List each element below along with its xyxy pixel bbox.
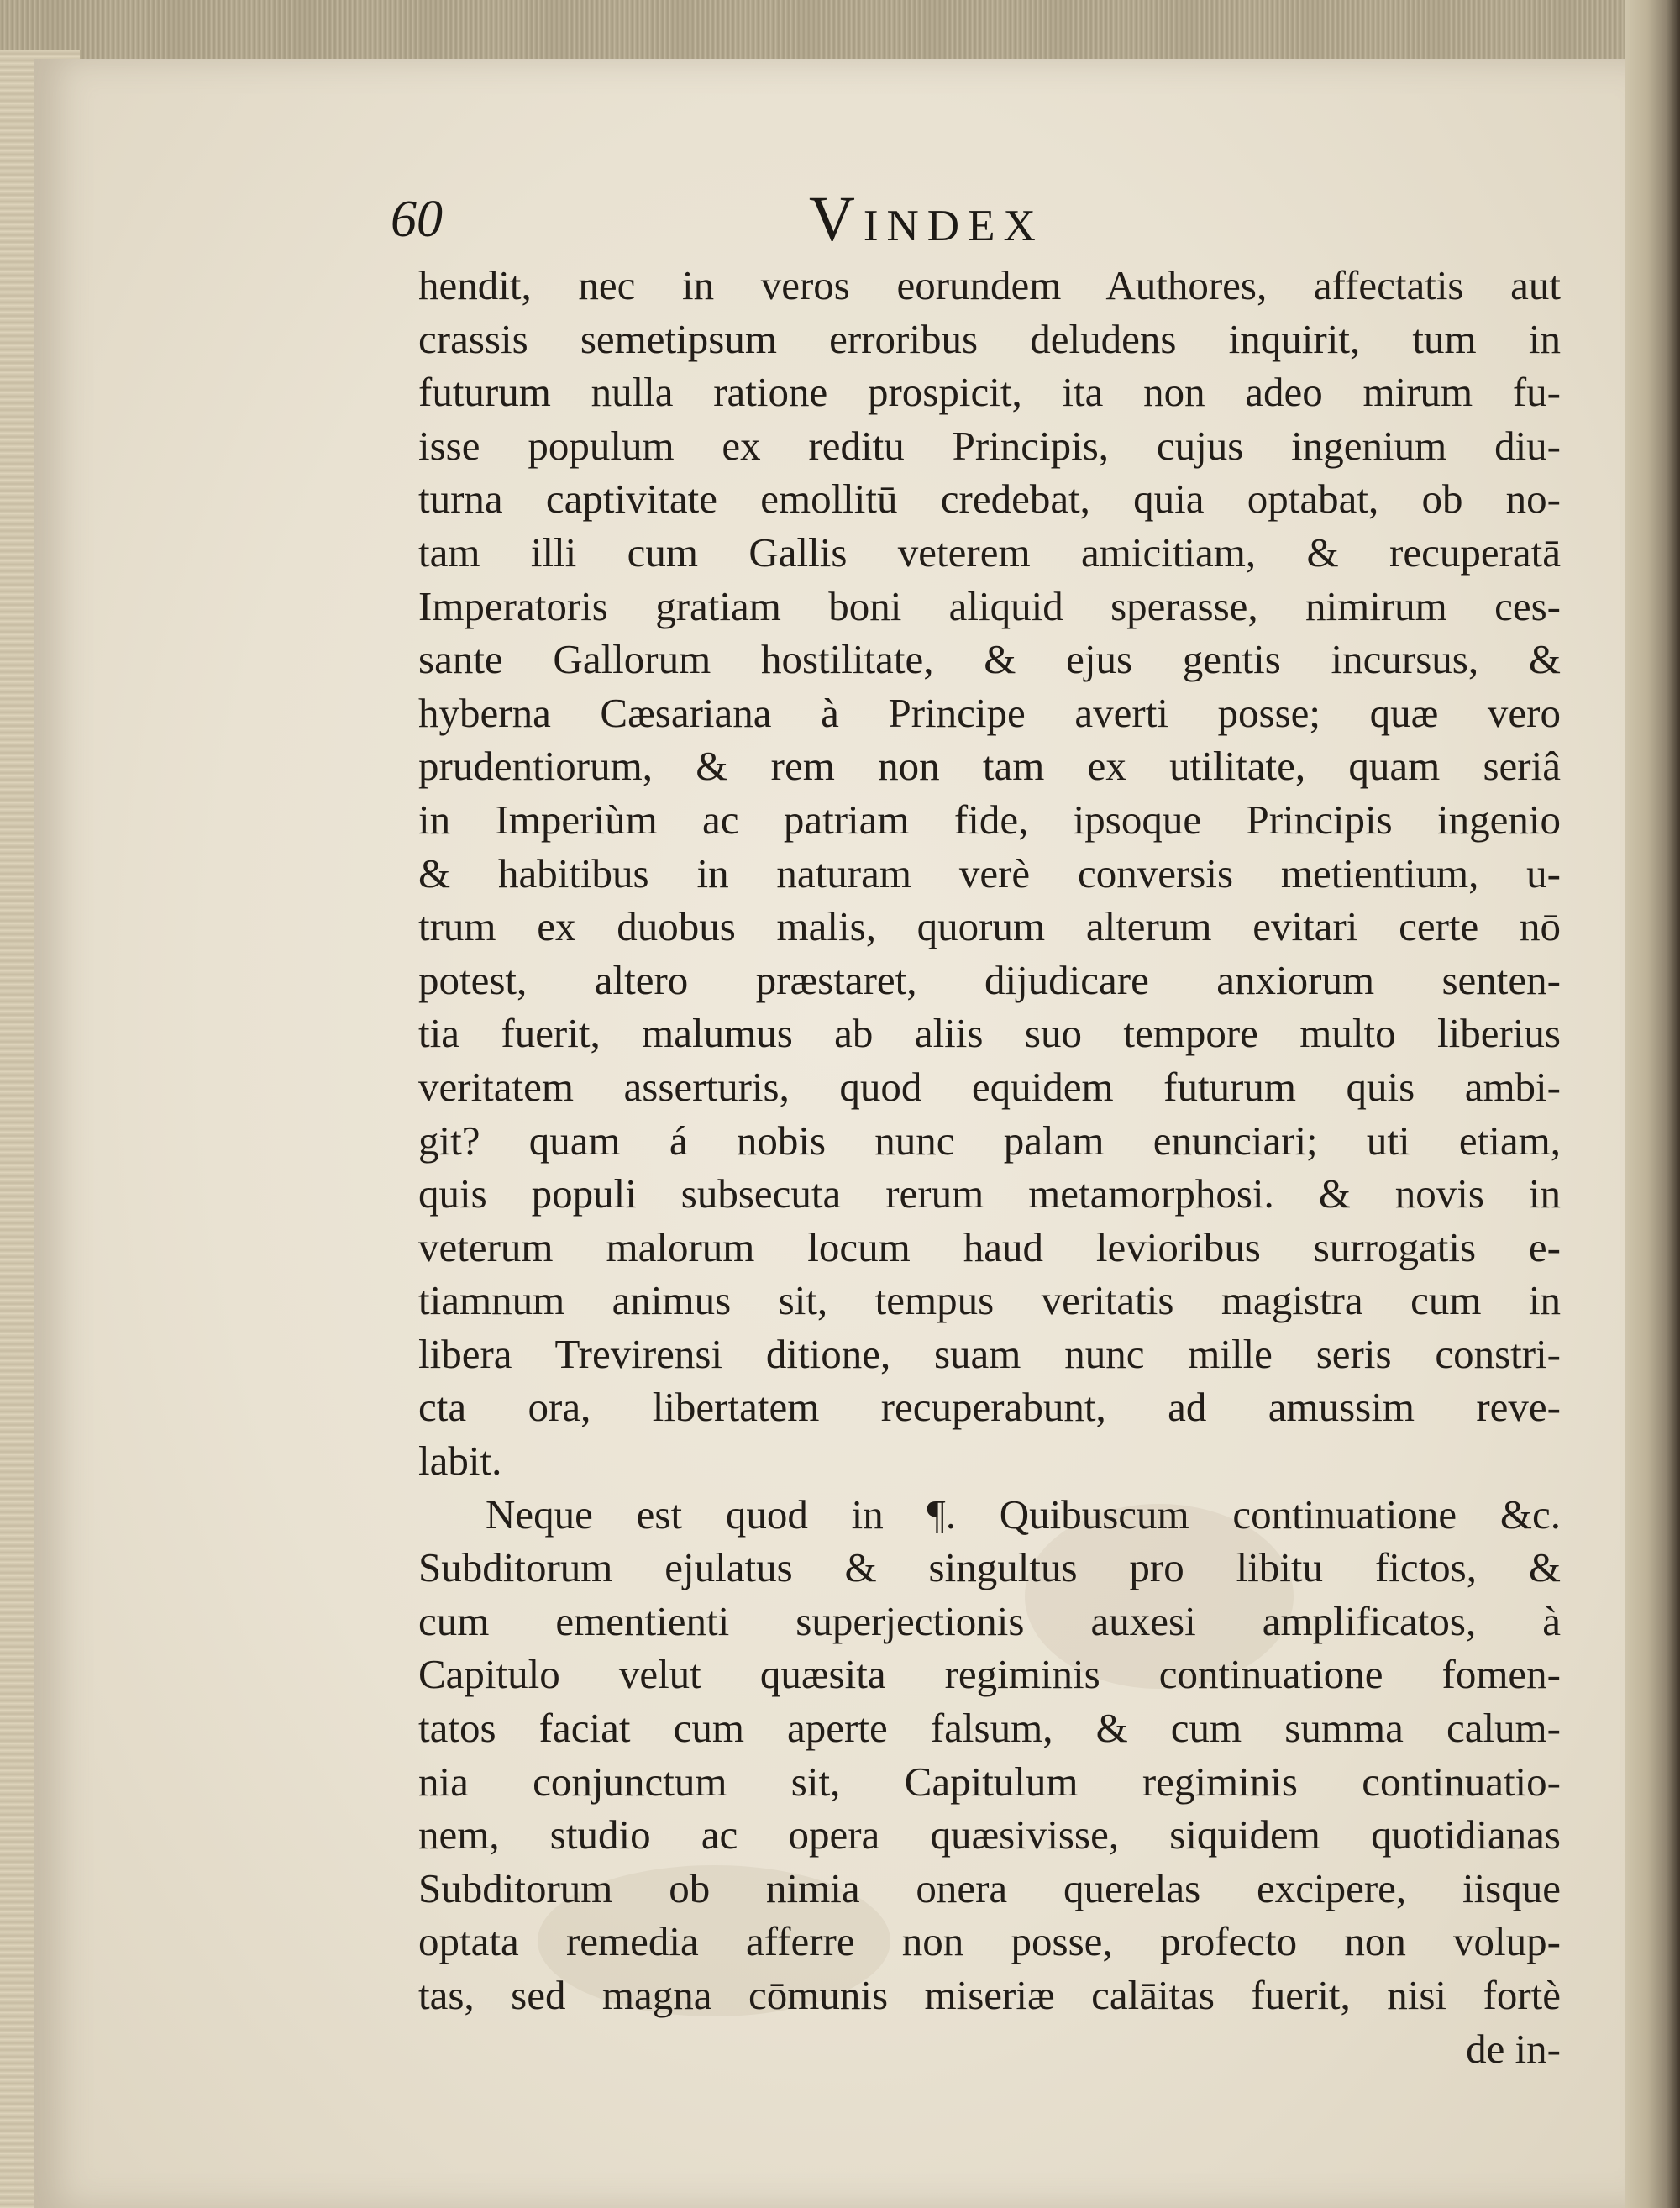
body-text <box>418 259 1561 2075</box>
text-line: nem, studio ac opera quæsivisse, siquidem quotidianas <box>418 1811 1561 1858</box>
text-line: isse populum ex reditu Principis, cujus ingenium diu- <box>418 422 1561 469</box>
text-line: tia fuerit, malumus ab aliis suo tempore multo liberius <box>418 1010 1561 1057</box>
text-line: crassis semetipsum erroribus deludens inquirit, tum in <box>418 315 1561 362</box>
text-line: cta ora, libertatem recuperabunt, ad amussim reve- <box>418 1384 1561 1431</box>
text-line: prudentiorum, & rem non tam ex utilitate, quam seriâ <box>418 743 1561 790</box>
text-line: & habitibus in naturam verè conversis metientium, u- <box>418 849 1561 896</box>
text-line: libera Trevirensi ditione, suam nunc mille seris constri- <box>418 1330 1561 1377</box>
text-line: veritatem asserturis, quod equidem futurum quis ambi- <box>418 1063 1561 1110</box>
text-line: Capitulo velut quæsita regiminis continuatione fomen- <box>418 1651 1561 1698</box>
text-line: tas, sed magna cōmunis miseriæ calāitas fuerit, nisi fortè <box>418 1972 1561 2018</box>
page-header <box>391 183 1550 259</box>
text-line: hyberna Cæsariana à Principe averti posse; quæ vero <box>418 689 1561 736</box>
text-line: labit. <box>418 1438 502 1485</box>
text-line: Imperatoris gratiam boni aliquid sperasse, nimirum ces- <box>418 582 1561 629</box>
text-line: tam illi cum Gallis veterem amicitiam, & recuperatā <box>418 528 1561 576</box>
text-line: tiamnum animus sit, tempus veritatis magistra cum in <box>418 1277 1561 1324</box>
text-line: veterum malorum locum haud levioribus surrogatis e- <box>418 1223 1561 1270</box>
text-line: quis populi subsecuta rerum metamorphosi. & novis in <box>418 1170 1561 1217</box>
catchword-line: de in- <box>1466 2025 1561 2072</box>
text-line: trum ex duobus malis, quorum alterum evitari certe nō <box>418 903 1561 950</box>
text-line: sante Gallorum hostilitate, & ejus gentis incursus, & <box>418 636 1561 683</box>
text-line: nia conjunctum sit, Capitulum regiminis continuatio- <box>418 1758 1561 1805</box>
text-line: tatos faciat cum aperte falsum, & cum summa calum- <box>418 1705 1561 1752</box>
running-head: Vindex <box>809 184 1044 255</box>
text-line: futurum nulla ratione prospicit, ita non adeo mirum fu- <box>418 369 1561 416</box>
page-stack-top-edge <box>0 0 1646 60</box>
text-line: cum ementienti superjectionis auxesi amplificatos, à <box>418 1597 1561 1644</box>
text-line: git? quam á nobis nunc palam enunciari; uti etiam, <box>418 1117 1561 1164</box>
text-line: potest, altero præstaret, dijudicare anxiorum senten- <box>418 956 1561 1003</box>
page-number: 60 <box>391 191 443 248</box>
text-line: Subditorum ejulatus & singultus pro libitu fictos, & <box>418 1544 1561 1591</box>
next-page-edge <box>1625 0 1680 2208</box>
text-line: hendit, nec in veros eorundem Authores, affectatis aut <box>418 262 1561 308</box>
text-line: in Imperiùm ac patriam fide, ipsoque Principis ingenio <box>418 796 1561 843</box>
text-line: turna captivitate emollitū credebat, quia optabat, ob no- <box>418 476 1561 523</box>
text-line: optata remedia afferre non posse, profecto non volup- <box>418 1918 1561 1965</box>
text-line: Neque est quod in ¶. Quibuscum continuatione &c. <box>486 1490 1561 1538</box>
text-line: Subditorum ob nimia onera querelas excipere, iisque <box>418 1864 1561 1911</box>
